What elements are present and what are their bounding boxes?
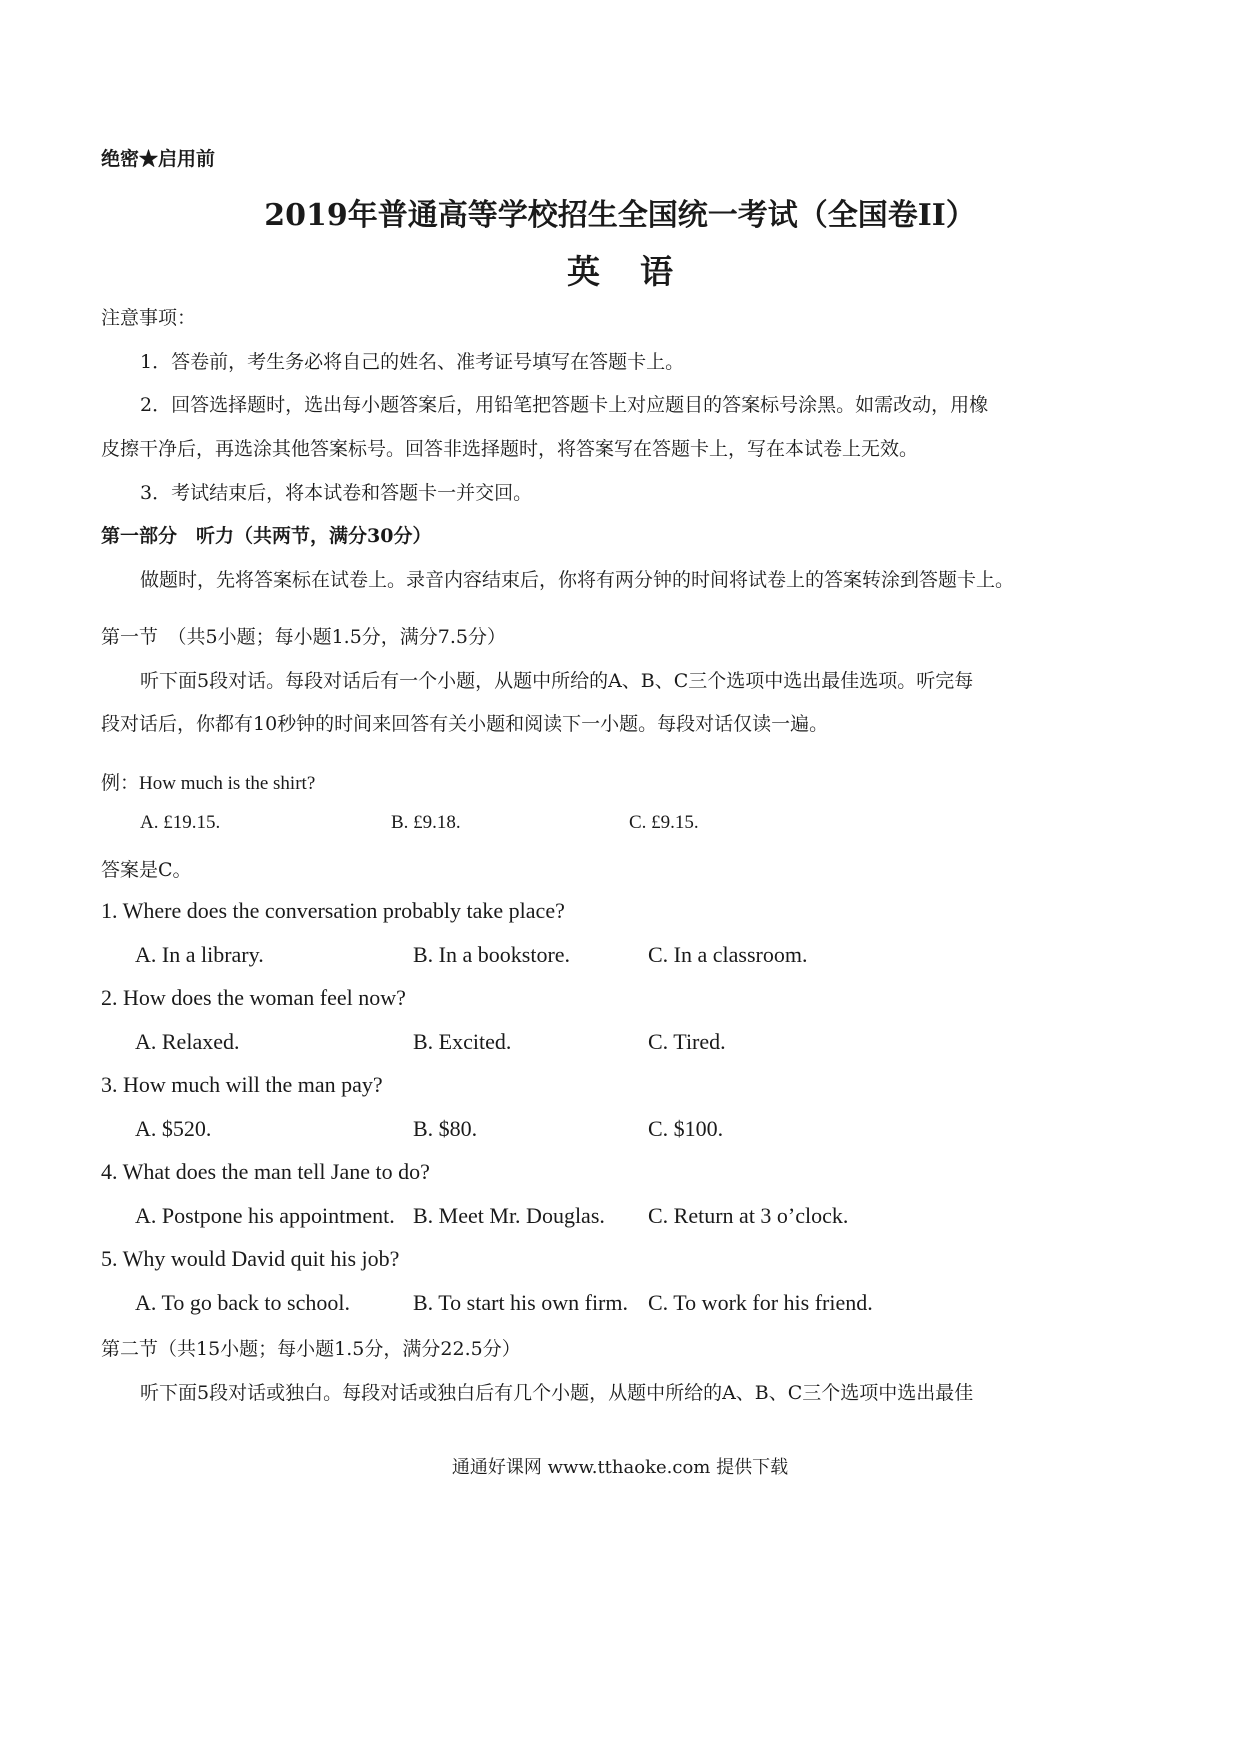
q2-option-c: C. Tired. [648,1029,726,1054]
question-3: 3. How much will the man pay? [101,1072,383,1097]
confidential-label: 绝密★启用前 [101,148,216,170]
page-footer: 通通好课网 www.tthaoke.com 提供下载 [451,1457,789,1478]
q5-option-c: C. To work for his friend. [648,1290,873,1315]
example-option-b: B. £9.18. [391,812,461,833]
q2-option-b: B. Excited. [413,1029,512,1054]
note-item: 皮擦干净后，再选涂其他答案标号。回答非选择题时，将答案写在答题卡上，写在本试卷上无效。 [101,438,919,460]
question-5: 5. Why would David quit his job? [101,1246,400,1271]
subject-title: 英语 [567,252,713,291]
q4-option-a: A. Postpone his appointment. [135,1203,395,1228]
section1-heading: 第一节 （共5小题；每小题1.5分，满分7.5分） [101,626,507,648]
q3-option-b: B. $80. [413,1116,478,1141]
part1-heading: 第一部分 听力（共两节，满分30分） [101,525,432,547]
note-item: 2．回答选择题时，选出每小题答案后，用铅笔把答题卡上对应题目的答案标号涂黑。如需改动，用橡 [140,394,989,416]
q1-option-b: B. In a bookstore. [413,942,571,967]
question-4: 4. What does the man tell Jane to do? [101,1159,430,1184]
note-item: 3．考试结束后，将本试卷和答题卡一并交回。 [140,482,533,504]
section1-instruction: 听下面5段对话。每段对话后有一个小题，从题中所给的A、B、C三个选项中选出最佳选项。听完每 [140,670,974,692]
q3-option-c: C. $100. [648,1116,724,1141]
part1-instruction: 做题时，先将答案标在试卷上。录音内容结束后，你将有两分钟的时间将试卷上的答案转涂到答题卡上。 [140,569,1015,591]
example-option-a: A. £19.15. [140,812,221,833]
example-question: 例：How much is the shirt? [101,773,316,794]
q5-option-a: A. To go back to school. [135,1290,350,1315]
q4-option-b: B. Meet Mr. Douglas. [413,1203,605,1228]
section2-heading: 第二节（共15小题；每小题1.5分，满分22.5分） [101,1338,521,1360]
q1-option-a: A. In a library. [135,942,264,967]
q2-option-a: A. Relaxed. [135,1029,240,1054]
question-1: 1. Where does the conversation probably take place? [101,898,565,923]
notes-heading: 注意事项： [101,307,197,329]
example-option-c: C. £9.15. [629,812,699,833]
exam-title: 2019年普通高等学校招生全国统一考试（全国卷II） [264,198,976,233]
note-item: 1．答卷前，考生务必将自己的姓名、准考证号填写在答题卡上。 [140,351,685,373]
q1-option-c: C. In a classroom. [648,942,808,967]
q5-option-b: B. To start his own firm. [413,1290,628,1315]
q4-option-c: C. Return at 3 o’clock. [648,1203,849,1228]
example-answer: 答案是C。 [101,859,192,881]
q3-option-a: A. $520. [135,1116,212,1141]
section2-instruction: 听下面5段对话或独白。每段对话或独白后有几个小题，从题中所给的A、B、C三个选项中选出最佳 [140,1382,974,1404]
section1-instruction: 段对话后，你都有10秒钟的时间来回答有关小题和阅读下一小题。每段对话仅读一遍。 [101,713,829,735]
question-2: 2. How does the woman feel now? [101,985,406,1010]
